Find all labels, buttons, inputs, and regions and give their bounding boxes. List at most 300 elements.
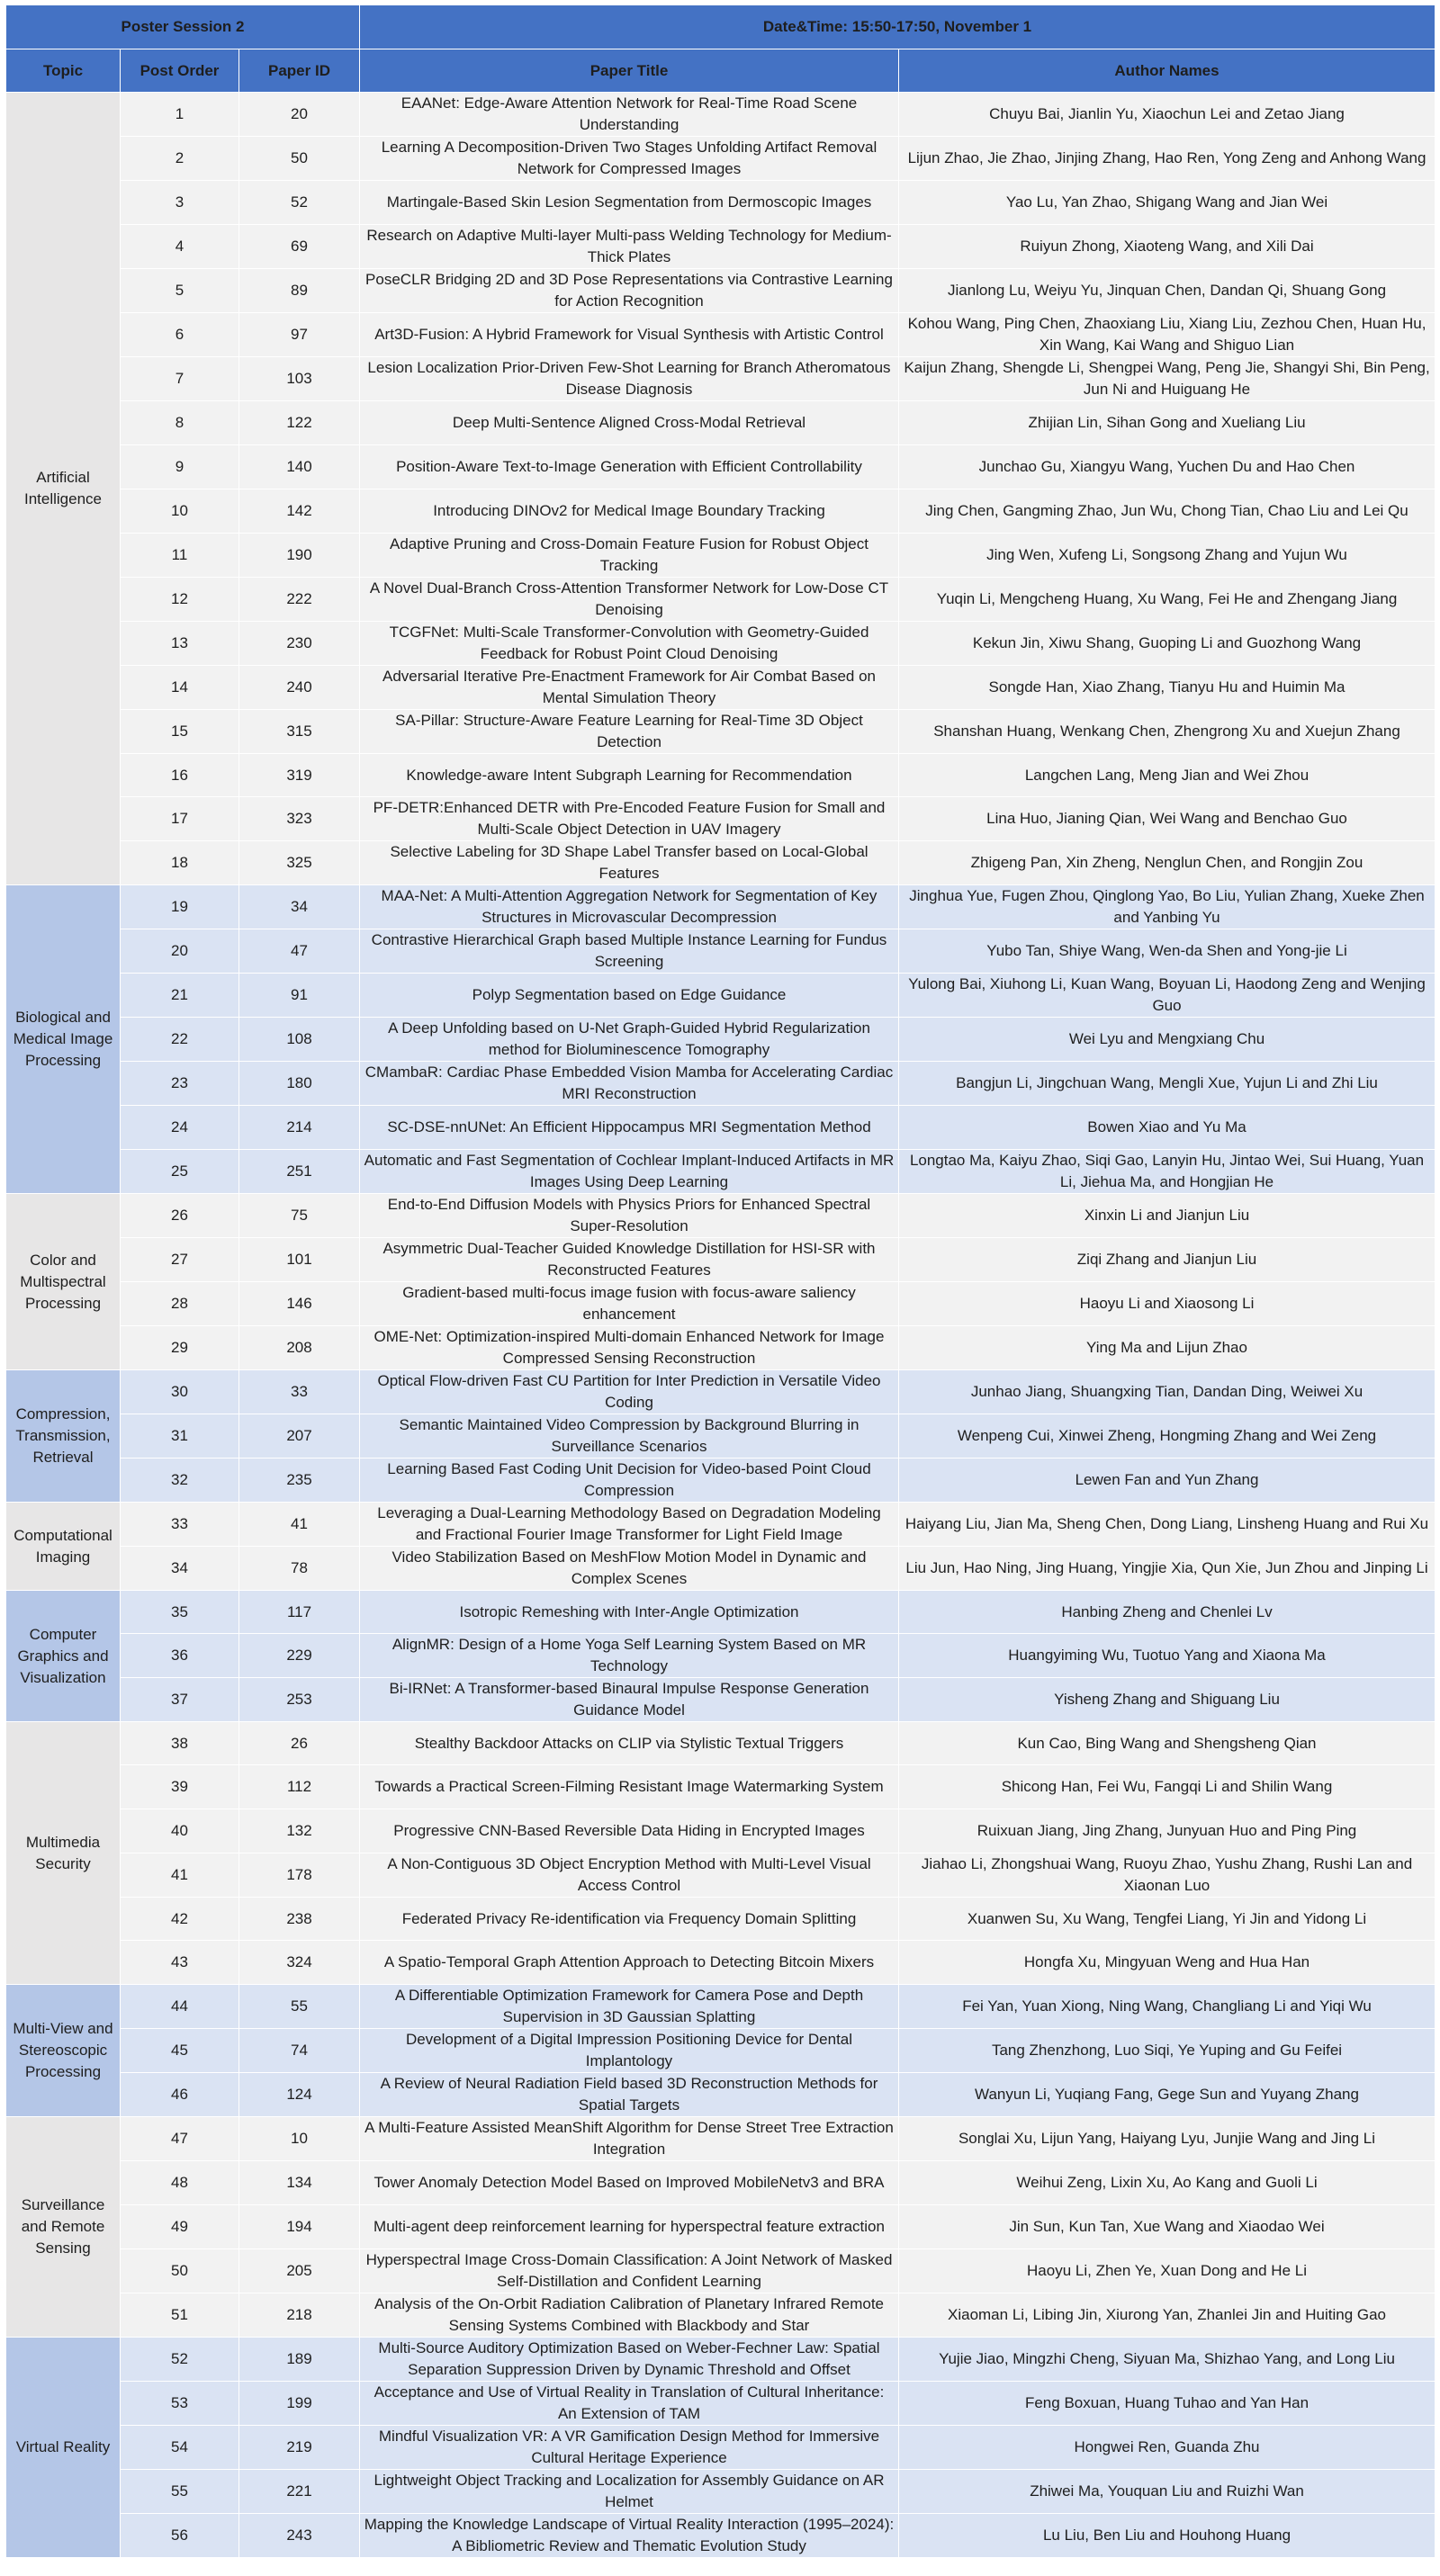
table-row <box>6 1547 1436 1591</box>
paper-title-cell: A Non-Contiguous 3D Object Encryption Method with Multi-Level Visual Access Control <box>360 1853 899 1898</box>
author-names-cell: Wanyun Li, Yuqiang Fang, Gege Sun and Yuyang Zhang <box>899 2073 1436 2117</box>
session-title: Poster Session 2 <box>6 5 360 49</box>
author-names-cell: Ying Ma and Lijun Zhao <box>899 1326 1436 1370</box>
author-names-cell: Yao Lu, Yan Zhao, Shigang Wang and Jian Wei <box>899 181 1436 225</box>
post-order-cell: 15 <box>121 710 239 754</box>
topic-cell: Computational Imaging <box>6 1503 121 1591</box>
paper-title-cell: Adaptive Pruning and Cross-Domain Feature Fusion for Robust Object Tracking <box>360 534 899 578</box>
author-names-cell: Xinxin Li and Jianjun Liu <box>899 1194 1436 1238</box>
paper-id-cell: 221 <box>239 2470 360 2514</box>
paper-title-cell: Asymmetric Dual-Teacher Guided Knowledge Distillation for HSI-SR with Reconstructed Features <box>360 1238 899 1282</box>
post-order-cell: 9 <box>121 445 239 489</box>
post-order-cell: 23 <box>121 1062 239 1106</box>
post-order-cell: 31 <box>121 1414 239 1459</box>
table-row <box>6 445 1436 489</box>
paper-title-cell: A Novel Dual-Branch Cross-Attention Transformer Network for Low-Dose CT Denoising <box>360 578 899 622</box>
author-names-cell: Bangjun Li, Jingchuan Wang, Mengli Xue, Yujun Li and Zhi Liu <box>899 1062 1436 1106</box>
paper-id-cell: 89 <box>239 269 360 313</box>
paper-id-cell: 122 <box>239 401 360 445</box>
post-order-cell: 25 <box>121 1150 239 1194</box>
topic-cell: Biological and Medical Image Processing <box>6 885 121 1194</box>
paper-id-cell: 55 <box>239 1985 360 2029</box>
post-order-cell: 29 <box>121 1326 239 1370</box>
post-order-cell: 2 <box>121 137 239 181</box>
table-row <box>6 2426 1436 2470</box>
author-names-cell: Bowen Xiao and Yu Ma <box>899 1106 1436 1150</box>
topic-cell: Color and Multispectral Processing <box>6 1194 121 1370</box>
post-order-cell: 30 <box>121 1370 239 1414</box>
post-order-cell: 43 <box>121 1941 239 1985</box>
author-names-cell: Kaijun Zhang, Shengde Li, Shengpei Wang, Peng Jie, Shangyi Shi, Bin Peng, Jun Ni and Huiguang He <box>899 357 1436 401</box>
author-names-cell: Ziqi Zhang and Jianjun Liu <box>899 1238 1436 1282</box>
post-order-cell: 27 <box>121 1238 239 1282</box>
author-names-cell: Haiyang Liu, Jian Ma, Sheng Chen, Dong Liang, Linsheng Huang and Rui Xu <box>899 1503 1436 1547</box>
table-row <box>6 797 1436 841</box>
table-row <box>6 534 1436 578</box>
author-names-cell: Jiahao Li, Zhongshuai Wang, Ruoyu Zhao, Yushu Zhang, Rushi Lan and Xiaonan Luo <box>899 1853 1436 1898</box>
author-names-cell: Songde Han, Xiao Zhang, Tianyu Hu and Huimin Ma <box>899 666 1436 710</box>
paper-title-cell: Selective Labeling for 3D Shape Label Transfer based on Local-Global Features <box>360 841 899 885</box>
topic-cell: Multi-View and Stereoscopic Processing <box>6 1985 121 2117</box>
paper-title-cell: Gradient-based multi-focus image fusion with focus-aware saliency enhancement <box>360 1282 899 1326</box>
paper-title-cell: Progressive CNN-Based Reversible Data Hiding in Encrypted Images <box>360 1809 899 1853</box>
paper-title-cell: A Deep Unfolding based on U-Net Graph-Guided Hybrid Regularization method for Bioluminescence Tomography <box>360 1018 899 1062</box>
author-names-cell: Lina Huo, Jianing Qian, Wei Wang and Benchao Guo <box>899 797 1436 841</box>
paper-id-cell: 325 <box>239 841 360 885</box>
paper-title-cell: SA-Pillar: Structure-Aware Feature Learning for Real-Time 3D Object Detection <box>360 710 899 754</box>
topic-cell: Multimedia Security <box>6 1722 121 1985</box>
paper-title-cell: Video Stabilization Based on MeshFlow Motion Model in Dynamic and Complex Scenes <box>360 1547 899 1591</box>
table-row <box>6 2029 1436 2073</box>
post-order-cell: 53 <box>121 2382 239 2426</box>
paper-title-cell: A Spatio-Temporal Graph Attention Approach to Detecting Bitcoin Mixers <box>360 1941 899 1985</box>
paper-id-cell: 47 <box>239 929 360 974</box>
paper-id-cell: 180 <box>239 1062 360 1106</box>
table-row <box>6 2161 1436 2205</box>
paper-id-cell: 117 <box>239 1591 360 1634</box>
table-row <box>6 2338 1436 2382</box>
paper-id-cell: 218 <box>239 2293 360 2338</box>
table-row <box>6 1898 1436 1941</box>
paper-title-cell: EAANet: Edge-Aware Attention Network for Real-Time Road Scene Understanding <box>360 93 899 137</box>
paper-id-cell: 41 <box>239 1503 360 1547</box>
post-order-cell: 48 <box>121 2161 239 2205</box>
author-names-cell: Zhigeng Pan, Xin Zheng, Nenglun Chen, and Rongjin Zou <box>899 841 1436 885</box>
table-row <box>6 1678 1436 1722</box>
post-order-cell: 1 <box>121 93 239 137</box>
paper-id-cell: 194 <box>239 2205 360 2249</box>
paper-id-cell: 101 <box>239 1238 360 1282</box>
author-names-cell: Hanbing Zheng and Chenlei Lv <box>899 1591 1436 1634</box>
author-names-cell: Ruiyun Zhong, Xiaoteng Wang, and Xili Dai <box>899 225 1436 269</box>
post-order-cell: 21 <box>121 974 239 1018</box>
author-names-cell: Haoyu Li and Xiaosong Li <box>899 1282 1436 1326</box>
paper-id-cell: 240 <box>239 666 360 710</box>
table-row <box>6 666 1436 710</box>
post-order-cell: 38 <box>121 1722 239 1765</box>
paper-title-cell: Bi-IRNet: A Transformer-based Binaural Impulse Response Generation Guidance Model <box>360 1678 899 1722</box>
table-row <box>6 1370 1436 1414</box>
paper-title-cell: Learning A Decomposition-Driven Two Stages Unfolding Artifact Removal Network for Compressed Images <box>360 137 899 181</box>
paper-title-cell: A Differentiable Optimization Framework for Camera Pose and Depth Supervision in 3D Gaussian Splatting <box>360 1985 899 2029</box>
paper-title-cell: A Review of Neural Radiation Field based 3D Reconstruction Methods for Spatial Targets <box>360 2073 899 2117</box>
author-names-cell: Liu Jun, Hao Ning, Jing Huang, Yingjie Xia, Qun Xie, Jun Zhou and Jinping Li <box>899 1547 1436 1591</box>
post-order-cell: 50 <box>121 2249 239 2293</box>
author-names-cell: Yulong Bai, Xiuhong Li, Kuan Wang, Boyuan Li, Haodong Zeng and Wenjing Guo <box>899 974 1436 1018</box>
paper-id-cell: 108 <box>239 1018 360 1062</box>
author-names-cell: Shanshan Huang, Wenkang Chen, Zhengrong Xu and Xuejun Zhang <box>899 710 1436 754</box>
post-order-cell: 36 <box>121 1634 239 1678</box>
post-order-cell: 12 <box>121 578 239 622</box>
paper-id-cell: 251 <box>239 1150 360 1194</box>
post-order-cell: 11 <box>121 534 239 578</box>
paper-title-cell: Polyp Segmentation based on Edge Guidance <box>360 974 899 1018</box>
post-order-cell: 3 <box>121 181 239 225</box>
paper-title-cell: AlignMR: Design of a Home Yoga Self Learning System Based on MR Technology <box>360 1634 899 1678</box>
paper-id-cell: 146 <box>239 1282 360 1326</box>
paper-title-cell: Lightweight Object Tracking and Localization for Assembly Guidance on AR Helmet <box>360 2470 899 2514</box>
table-row <box>6 1503 1436 1547</box>
topic-cell: Computer Graphics and Visualization <box>6 1591 121 1722</box>
paper-title-cell: CMambaR: Cardiac Phase Embedded Vision Mamba for Accelerating Cardiac MRI Reconstruction <box>360 1062 899 1106</box>
paper-title-cell: Federated Privacy Re-identification via Frequency Domain Splitting <box>360 1898 899 1941</box>
poster-session-table <box>5 4 1436 2558</box>
paper-id-cell: 190 <box>239 534 360 578</box>
post-order-cell: 46 <box>121 2073 239 2117</box>
author-names-cell: Xiaoman Li, Libing Jin, Xiurong Yan, Zhanlei Jin and Huiting Gao <box>899 2293 1436 2338</box>
post-order-cell: 5 <box>121 269 239 313</box>
post-order-cell: 42 <box>121 1898 239 1941</box>
paper-id-cell: 189 <box>239 2338 360 2382</box>
paper-title-cell: Learning Based Fast Coding Unit Decision for Video-based Point Cloud Compression <box>360 1459 899 1503</box>
paper-id-cell: 253 <box>239 1678 360 1722</box>
post-order-cell: 7 <box>121 357 239 401</box>
post-order-cell: 14 <box>121 666 239 710</box>
paper-title-cell: Contrastive Hierarchical Graph based Multiple Instance Learning for Fundus Screening <box>360 929 899 974</box>
paper-title-cell: PoseCLR Bridging 2D and 3D Pose Representations via Contrastive Learning for Action Recognition <box>360 269 899 313</box>
paper-id-cell: 323 <box>239 797 360 841</box>
table-row <box>6 885 1436 929</box>
author-names-cell: Lu Liu, Ben Liu and Houhong Huang <box>899 2514 1436 2558</box>
paper-title-cell: MAA-Net: A Multi-Attention Aggregation Network for Segmentation of Key Structures in Microvascular Decompression <box>360 885 899 929</box>
post-order-cell: 55 <box>121 2470 239 2514</box>
post-order-cell: 24 <box>121 1106 239 1150</box>
paper-title-cell: Semantic Maintained Video Compression by Background Blurring in Surveillance Scenarios <box>360 1414 899 1459</box>
post-order-cell: 47 <box>121 2117 239 2161</box>
paper-id-cell: 112 <box>239 1765 360 1809</box>
paper-id-cell: 74 <box>239 2029 360 2073</box>
table-row <box>6 1414 1436 1459</box>
table-row <box>6 489 1436 534</box>
table-row <box>6 754 1436 797</box>
paper-id-cell: 319 <box>239 754 360 797</box>
paper-title-cell: OME-Net: Optimization-inspired Multi-domain Enhanced Network for Image Compressed Sensing Reconstruction <box>360 1326 899 1370</box>
paper-id-cell: 132 <box>239 1809 360 1853</box>
table-row <box>6 2293 1436 2338</box>
table-row <box>6 1282 1436 1326</box>
author-names-cell: Xuanwen Su, Xu Wang, Tengfei Liang, Yi Jin and Yidong Li <box>899 1898 1436 1941</box>
author-names-cell: Jin Sun, Kun Tan, Xue Wang and Xiaodao Wei <box>899 2205 1436 2249</box>
table-row <box>6 841 1436 885</box>
author-names-cell: Junhao Jiang, Shuangxing Tian, Dandan Ding, Weiwei Xu <box>899 1370 1436 1414</box>
column-header-paper-title: Paper Title <box>360 49 899 93</box>
paper-title-cell: Analysis of the On-Orbit Radiation Calibration of Planetary Infrared Remote Sensing Systems Combined with Blackbody and Star <box>360 2293 899 2338</box>
column-header-topic: Topic <box>6 49 121 93</box>
table-row <box>6 1459 1436 1503</box>
table-row <box>6 1018 1436 1062</box>
author-names-cell: Zhijian Lin, Sihan Gong and Xueliang Liu <box>899 401 1436 445</box>
topic-cell: Compression, Transmission, Retrieval <box>6 1370 121 1503</box>
paper-id-cell: 50 <box>239 137 360 181</box>
paper-id-cell: 26 <box>239 1722 360 1765</box>
paper-title-cell: End-to-End Diffusion Models with Physics Priors for Enhanced Spectral Super-Resolution <box>360 1194 899 1238</box>
post-order-cell: 56 <box>121 2514 239 2558</box>
author-names-cell: Weihui Zeng, Lixin Xu, Ao Kang and Guoli Li <box>899 2161 1436 2205</box>
post-order-cell: 44 <box>121 1985 239 2029</box>
table-row <box>6 1238 1436 1282</box>
author-names-cell: Huangyiming Wu, Tuotuo Yang and Xiaona Ma <box>899 1634 1436 1678</box>
paper-title-cell: Position-Aware Text-to-Image Generation with Efficient Controllability <box>360 445 899 489</box>
author-names-cell: Shicong Han, Fei Wu, Fangqi Li and Shilin Wang <box>899 1765 1436 1809</box>
column-header-post-order: Post Order <box>121 49 239 93</box>
table-row <box>6 269 1436 313</box>
author-names-cell: Wenpeng Cui, Xinwei Zheng, Hongming Zhang and Wei Zeng <box>899 1414 1436 1459</box>
paper-title-cell: Knowledge-aware Intent Subgraph Learning for Recommendation <box>360 754 899 797</box>
author-names-cell: Kohou Wang, Ping Chen, Zhaoxiang Liu, Xiang Liu, Zezhou Chen, Huan Hu, Xin Wang, Kai Wang and Shiguo Lian <box>899 313 1436 357</box>
author-names-cell: Kun Cao, Bing Wang and Shengsheng Qian <box>899 1722 1436 1765</box>
author-names-cell: Jinghua Yue, Fugen Zhou, Qinglong Yao, Bo Liu, Yulian Zhang, Xueke Zhen and Yanbing Yu <box>899 885 1436 929</box>
paper-id-cell: 78 <box>239 1547 360 1591</box>
table-row <box>6 1853 1436 1898</box>
schedule-body <box>6 93 1436 2558</box>
table-row <box>6 313 1436 357</box>
author-names-cell: Hongwei Ren, Guanda Zhu <box>899 2426 1436 2470</box>
author-names-cell: Haoyu Li, Zhen Ye, Xuan Dong and He Li <box>899 2249 1436 2293</box>
author-names-cell: Ruixuan Jiang, Jing Zhang, Junyuan Huo and Ping Ping <box>899 1809 1436 1853</box>
paper-title-cell: Research on Adaptive Multi-layer Multi-pass Welding Technology for Medium-Thick Plates <box>360 225 899 269</box>
post-order-cell: 10 <box>121 489 239 534</box>
author-names-cell: Lijun Zhao, Jie Zhao, Jinjing Zhang, Hao Ren, Yong Zeng and Anhong Wang <box>899 137 1436 181</box>
session-datetime: Date&Time: 15:50-17:50, November 1 <box>360 5 1436 49</box>
table-row <box>6 2514 1436 2558</box>
table-row <box>6 929 1436 974</box>
author-names-cell: Yubo Tan, Shiye Wang, Wen-da Shen and Yong-jie Li <box>899 929 1436 974</box>
table-row <box>6 710 1436 754</box>
paper-id-cell: 52 <box>239 181 360 225</box>
paper-id-cell: 33 <box>239 1370 360 1414</box>
paper-id-cell: 238 <box>239 1898 360 1941</box>
paper-id-cell: 124 <box>239 2073 360 2117</box>
topic-cell: Virtual Reality <box>6 2338 121 2558</box>
table-row <box>6 1326 1436 1370</box>
table-row <box>6 181 1436 225</box>
author-names-cell: Yujie Jiao, Mingzhi Cheng, Siyuan Ma, Shizhao Yang, and Long Liu <box>899 2338 1436 2382</box>
post-order-cell: 26 <box>121 1194 239 1238</box>
table-row <box>6 2249 1436 2293</box>
table-row <box>6 1722 1436 1765</box>
paper-title-cell: Acceptance and Use of Virtual Reality in Translation of Cultural Inheritance: An Extension of TAM <box>360 2382 899 2426</box>
table-row <box>6 1062 1436 1106</box>
paper-title-cell: Introducing DINOv2 for Medical Image Boundary Tracking <box>360 489 899 534</box>
author-names-cell: Fei Yan, Yuan Xiong, Ning Wang, Changliang Li and Yiqi Wu <box>899 1985 1436 2029</box>
paper-title-cell: Leveraging a Dual-Learning Methodology Based on Degradation Modeling and Fractional Fourier Image Transformer for Light Field Image <box>360 1503 899 1547</box>
author-names-cell: Wei Lyu and Mengxiang Chu <box>899 1018 1436 1062</box>
table-row <box>6 1591 1436 1634</box>
paper-id-cell: 199 <box>239 2382 360 2426</box>
paper-id-cell: 208 <box>239 1326 360 1370</box>
post-order-cell: 45 <box>121 2029 239 2073</box>
author-names-cell: Jing Chen, Gangming Zhao, Jun Wu, Chong Tian, Chao Liu and Lei Qu <box>899 489 1436 534</box>
paper-id-cell: 315 <box>239 710 360 754</box>
author-names-cell: Songlai Xu, Lijun Yang, Haiyang Lyu, Junjie Wang and Jing Li <box>899 2117 1436 2161</box>
table-row <box>6 357 1436 401</box>
post-order-cell: 49 <box>121 2205 239 2249</box>
table-row <box>6 137 1436 181</box>
paper-id-cell: 91 <box>239 974 360 1018</box>
post-order-cell: 4 <box>121 225 239 269</box>
paper-id-cell: 69 <box>239 225 360 269</box>
paper-id-cell: 10 <box>239 2117 360 2161</box>
table-row <box>6 1634 1436 1678</box>
table-row <box>6 974 1436 1018</box>
paper-title-cell: SC-DSE-nnUNet: An Efficient Hippocampus MRI Segmentation Method <box>360 1106 899 1150</box>
post-order-cell: 16 <box>121 754 239 797</box>
post-order-cell: 51 <box>121 2293 239 2338</box>
paper-title-cell: Optical Flow-driven Fast CU Partition for Inter Prediction in Versatile Video Coding <box>360 1370 899 1414</box>
paper-title-cell: Mindful Visualization VR: A VR Gamification Design Method for Immersive Cultural Heritage Experience <box>360 2426 899 2470</box>
paper-title-cell: Hyperspectral Image Cross-Domain Classification: A Joint Network of Masked Self-Distillation and Confident Learning <box>360 2249 899 2293</box>
paper-id-cell: 214 <box>239 1106 360 1150</box>
author-names-cell: Kekun Jin, Xiwu Shang, Guoping Li and Guozhong Wang <box>899 622 1436 666</box>
author-names-cell: Tang Zhenzhong, Luo Siqi, Ye Yuping and Gu Feifei <box>899 2029 1436 2073</box>
paper-id-cell: 178 <box>239 1853 360 1898</box>
paper-title-cell: PF-DETR:Enhanced DETR with Pre-Encoded Feature Fusion for Small and Multi-Scale Object Detection in UAV Imagery <box>360 797 899 841</box>
paper-id-cell: 140 <box>239 445 360 489</box>
table-row <box>6 1106 1436 1150</box>
table-row <box>6 578 1436 622</box>
post-order-cell: 52 <box>121 2338 239 2382</box>
table-row <box>6 1150 1436 1194</box>
author-names-cell: Longtao Ma, Kaiyu Zhao, Siqi Gao, Lanyin Hu, Jintao Wei, Sui Huang, Yuan Li, Jiehua Ma, and Hongjian He <box>899 1150 1436 1194</box>
author-names-cell: Jianlong Lu, Weiyu Yu, Jinquan Chen, Dandan Qi, Shuang Gong <box>899 269 1436 313</box>
column-header-row <box>6 49 1436 93</box>
session-header-row <box>6 5 1436 49</box>
table-row <box>6 1941 1436 1985</box>
author-names-cell: Zhiwei Ma, Youquan Liu and Ruizhi Wan <box>899 2470 1436 2514</box>
post-order-cell: 35 <box>121 1591 239 1634</box>
paper-id-cell: 34 <box>239 885 360 929</box>
post-order-cell: 28 <box>121 1282 239 1326</box>
table-row <box>6 1985 1436 2029</box>
paper-title-cell: Development of a Digital Impression Positioning Device for Dental Implantology <box>360 2029 899 2073</box>
table-row <box>6 2117 1436 2161</box>
paper-title-cell: Automatic and Fast Segmentation of Cochlear Implant-Induced Artifacts in MR Images Using Deep Learning <box>360 1150 899 1194</box>
paper-title-cell: Lesion Localization Prior-Driven Few-Shot Learning for Branch Atheromatous Disease Diagnosis <box>360 357 899 401</box>
paper-id-cell: 229 <box>239 1634 360 1678</box>
post-order-cell: 40 <box>121 1809 239 1853</box>
table-row <box>6 93 1436 137</box>
author-names-cell: Feng Boxuan, Huang Tuhao and Yan Han <box>899 2382 1436 2426</box>
column-header-paper-id: Paper ID <box>239 49 360 93</box>
table-row <box>6 2205 1436 2249</box>
table-row <box>6 401 1436 445</box>
paper-id-cell: 243 <box>239 2514 360 2558</box>
column-header-author-names: Author Names <box>899 49 1436 93</box>
table-row <box>6 2470 1436 2514</box>
paper-title-cell: Multi-Source Auditory Optimization Based on Weber-Fechner Law: Spatial Separation Suppression Driven by Dynamic Threshold and Offset <box>360 2338 899 2382</box>
paper-id-cell: 230 <box>239 622 360 666</box>
post-order-cell: 8 <box>121 401 239 445</box>
post-order-cell: 54 <box>121 2426 239 2470</box>
table-row <box>6 2073 1436 2117</box>
author-names-cell: Yisheng Zhang and Shiguang Liu <box>899 1678 1436 1722</box>
author-names-cell: Chuyu Bai, Jianlin Yu, Xiaochun Lei and Zetao Jiang <box>899 93 1436 137</box>
paper-id-cell: 142 <box>239 489 360 534</box>
paper-id-cell: 219 <box>239 2426 360 2470</box>
table-row <box>6 1765 1436 1809</box>
table-row <box>6 225 1436 269</box>
paper-title-cell: Martingale-Based Skin Lesion Segmentation from Dermoscopic Images <box>360 181 899 225</box>
post-order-cell: 33 <box>121 1503 239 1547</box>
post-order-cell: 17 <box>121 797 239 841</box>
paper-title-cell: Adversarial Iterative Pre-Enactment Framework for Air Combat Based on Mental Simulation Theory <box>360 666 899 710</box>
table-row <box>6 1809 1436 1853</box>
paper-id-cell: 324 <box>239 1941 360 1985</box>
post-order-cell: 6 <box>121 313 239 357</box>
paper-title-cell: TCGFNet: Multi-Scale Transformer-Convolution with Geometry-Guided Feedback for Robust Point Cloud Denoising <box>360 622 899 666</box>
paper-id-cell: 97 <box>239 313 360 357</box>
table-row <box>6 2382 1436 2426</box>
post-order-cell: 19 <box>121 885 239 929</box>
paper-id-cell: 205 <box>239 2249 360 2293</box>
post-order-cell: 18 <box>121 841 239 885</box>
post-order-cell: 32 <box>121 1459 239 1503</box>
post-order-cell: 37 <box>121 1678 239 1722</box>
post-order-cell: 41 <box>121 1853 239 1898</box>
author-names-cell: Yuqin Li, Mengcheng Huang, Xu Wang, Fei He and Zhengang Jiang <box>899 578 1436 622</box>
author-names-cell: Langchen Lang, Meng Jian and Wei Zhou <box>899 754 1436 797</box>
table-row <box>6 622 1436 666</box>
paper-title-cell: Tower Anomaly Detection Model Based on Improved MobileNetv3 and BRA <box>360 2161 899 2205</box>
paper-title-cell: Isotropic Remeshing with Inter-Angle Optimization <box>360 1591 899 1634</box>
paper-id-cell: 134 <box>239 2161 360 2205</box>
paper-title-cell: Stealthy Backdoor Attacks on CLIP via Stylistic Textual Triggers <box>360 1722 899 1765</box>
paper-title-cell: A Multi-Feature Assisted MeanShift Algorithm for Dense Street Tree Extraction Integration <box>360 2117 899 2161</box>
author-names-cell: Lewen Fan and Yun Zhang <box>899 1459 1436 1503</box>
paper-id-cell: 207 <box>239 1414 360 1459</box>
topic-cell: Artificial Intelligence <box>6 93 121 885</box>
post-order-cell: 20 <box>121 929 239 974</box>
paper-title-cell: Art3D-Fusion: A Hybrid Framework for Visual Synthesis with Artistic Control <box>360 313 899 357</box>
topic-cell: Surveillance and Remote Sensing <box>6 2117 121 2338</box>
author-names-cell: Hongfa Xu, Mingyuan Weng and Hua Han <box>899 1941 1436 1985</box>
paper-id-cell: 103 <box>239 357 360 401</box>
paper-title-cell: Multi-agent deep reinforcement learning for hyperspectral feature extraction <box>360 2205 899 2249</box>
post-order-cell: 22 <box>121 1018 239 1062</box>
author-names-cell: Junchao Gu, Xiangyu Wang, Yuchen Du and Hao Chen <box>899 445 1436 489</box>
paper-title-cell: Mapping the Knowledge Landscape of Virtual Reality Interaction (1995–2024): A Bibliometric Review and Thematic Evolution Study <box>360 2514 899 2558</box>
paper-id-cell: 20 <box>239 93 360 137</box>
paper-id-cell: 235 <box>239 1459 360 1503</box>
post-order-cell: 34 <box>121 1547 239 1591</box>
table-row <box>6 1194 1436 1238</box>
post-order-cell: 13 <box>121 622 239 666</box>
author-names-cell: Jing Wen, Xufeng Li, Songsong Zhang and Yujun Wu <box>899 534 1436 578</box>
paper-id-cell: 222 <box>239 578 360 622</box>
paper-title-cell: Deep Multi-Sentence Aligned Cross-Modal Retrieval <box>360 401 899 445</box>
paper-title-cell: Towards a Practical Screen-Filming Resistant Image Watermarking System <box>360 1765 899 1809</box>
post-order-cell: 39 <box>121 1765 239 1809</box>
